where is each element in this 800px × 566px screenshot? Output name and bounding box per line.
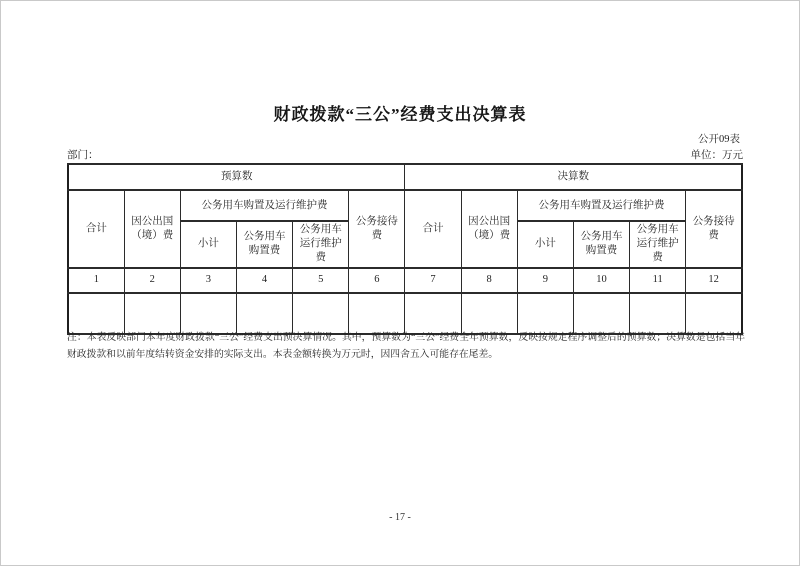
col-header-budget-maintenance [293, 221, 349, 268]
col-header-budget-reception: 公务接待费 [349, 190, 405, 268]
data-cell [630, 293, 686, 334]
col-header-budget-abroad [124, 190, 180, 268]
col-header-final-total: 合计 [405, 190, 461, 268]
meta-row [67, 147, 743, 162]
page-title: 财政拨款“三公”经费支出决算表 [273, 105, 527, 124]
data-row [68, 293, 742, 334]
group-header-row [68, 164, 742, 190]
department-label: 部门： [67, 150, 99, 161]
data-cell [349, 293, 405, 334]
column-number: 5 [293, 268, 349, 293]
data-cell [180, 293, 236, 334]
col-header-purchase-line1: 公务用车 [243, 231, 286, 243]
table-container [67, 163, 743, 335]
group-header-budget: 预算数 [68, 164, 405, 190]
col-header-final-abroad [461, 190, 517, 268]
col-header-purchase-line2: 购置费 [248, 245, 281, 257]
data-cell [573, 293, 629, 334]
table-note: 注：本表反映部门本年度财政拨款“三公”经费支出预决算情况。其中，预算数为“三公”经费全年预算数，反映按规定程序调整后的预算数；决算数是包括当年财政拨款和以前年度结转资金安排的实际支出。本表金额转换为万元时，因四舍五入可能存在尾差。 [67, 332, 745, 361]
page-number: - 17 - [389, 512, 411, 523]
col-header-final-vehicle-group: 公务用车购置及运行维护费 [517, 190, 685, 221]
col-header-maintenance-line2: 运行维护费 [636, 238, 679, 264]
col-header-abroad-line1: 因公出国 [131, 215, 174, 227]
column-number: 8 [461, 268, 517, 293]
col-header-final-subtotal: 小计 [517, 221, 573, 268]
column-header-row-1 [68, 190, 742, 221]
column-number: 6 [349, 268, 405, 293]
form-code-label: 公开09表 [698, 134, 740, 145]
col-header-budget-subtotal: 小计 [180, 221, 236, 268]
column-number: 4 [236, 268, 292, 293]
column-number: 11 [630, 268, 686, 293]
column-number: 2 [124, 268, 180, 293]
col-header-budget-purchase [236, 221, 292, 268]
col-header-abroad-line2: （境）费 [131, 229, 174, 241]
data-cell [124, 293, 180, 334]
data-cell [236, 293, 292, 334]
col-header-maintenance-line2: 运行维护费 [299, 238, 342, 264]
unit-label: 单位：万元 [690, 150, 743, 161]
col-header-final-maintenance [630, 221, 686, 268]
column-number: 12 [686, 268, 742, 293]
column-number: 1 [68, 268, 124, 293]
group-header-final: 决算数 [405, 164, 742, 190]
column-number: 10 [573, 268, 629, 293]
col-header-budget-vehicle-group: 公务用车购置及运行维护费 [180, 190, 348, 221]
col-header-budget-total: 合计 [68, 190, 124, 268]
column-number: 7 [405, 268, 461, 293]
data-cell [68, 293, 124, 334]
col-header-maintenance-line1: 公务用车 [299, 224, 342, 235]
col-header-purchase-line1: 公务用车 [580, 231, 623, 243]
col-header-purchase-line2: 购置费 [585, 245, 618, 257]
column-number: 9 [517, 268, 573, 293]
three-public-expense-table [67, 163, 743, 335]
column-number: 3 [180, 268, 236, 293]
col-header-final-purchase [573, 221, 629, 268]
col-header-maintenance-line1: 公务用车 [636, 224, 679, 235]
col-header-final-reception: 公务接待费 [686, 190, 742, 268]
data-cell [517, 293, 573, 334]
data-cell [293, 293, 349, 334]
data-cell [686, 293, 742, 334]
column-number-row [68, 268, 742, 293]
data-cell [461, 293, 517, 334]
col-header-abroad-line1: 因公出国 [468, 215, 511, 227]
col-header-abroad-line2: （境）费 [468, 229, 511, 241]
data-cell [405, 293, 461, 334]
